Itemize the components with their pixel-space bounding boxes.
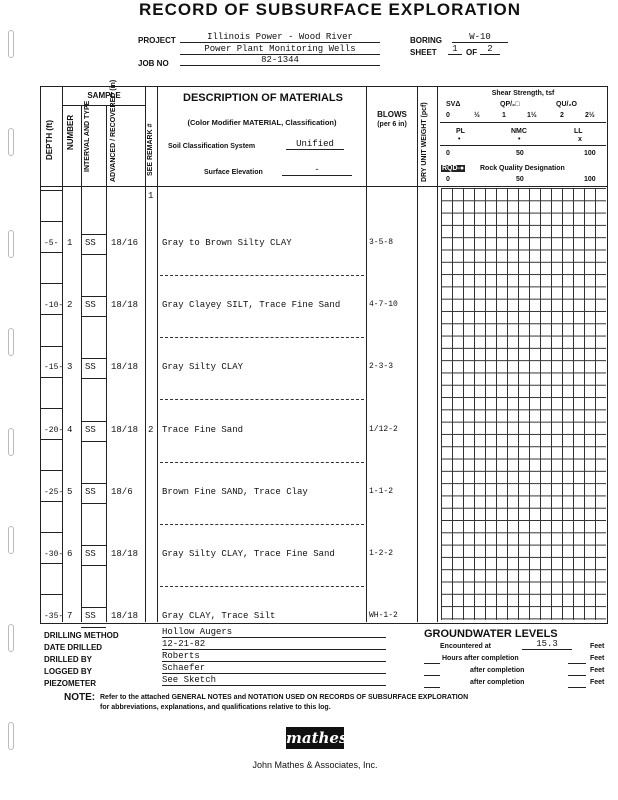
depth-header: DEPTH (ft)	[45, 120, 54, 160]
shear-scale-5: 2½	[585, 112, 595, 119]
depth-mark: -35-	[44, 612, 64, 622]
atterberg-ll: LL	[574, 128, 583, 135]
depth-mark: -30-	[44, 550, 64, 559]
stratum-divider	[160, 524, 364, 525]
gw-blank	[424, 675, 440, 676]
gw-encountered: 15.3	[522, 639, 572, 650]
sample-type: SS	[85, 486, 96, 497]
shear-legend-qp: QP/₂□	[500, 101, 520, 108]
depth-tick	[40, 283, 62, 284]
boring-no: W-10	[452, 32, 508, 43]
piezometer: See Sketch	[162, 675, 386, 686]
sample-number: 2	[67, 300, 73, 311]
description-subheader: (Color Modifier MATERIAL, Classification)	[187, 118, 337, 127]
remark-header: SEE REMARK #	[147, 123, 154, 176]
description-header: DESCRIPTION OF MATERIALS	[183, 92, 343, 104]
depth-mark: -15-	[44, 363, 64, 373]
sample-number: 1	[67, 238, 73, 248]
punch-hole	[8, 328, 14, 356]
sample-box-line	[81, 607, 106, 608]
sample-box-line	[81, 254, 106, 255]
shear-scale-1: ½	[474, 112, 480, 119]
sample-recovery: 18/18	[111, 611, 139, 622]
job-no-label: JOB NO	[138, 59, 169, 68]
shear-legend-sv: SVΔ	[446, 101, 461, 108]
depth-tick	[40, 563, 62, 564]
rqd-scale-50: 50	[516, 176, 524, 183]
driller-label: DRILLED BY	[44, 655, 92, 664]
feet-4: Feet	[590, 679, 605, 686]
depth-tick	[40, 470, 62, 471]
depth-tick	[40, 346, 62, 347]
depth-tick	[40, 408, 62, 409]
gw-hours-blank	[424, 663, 440, 664]
depth-tick	[40, 377, 62, 378]
rqd-scale-0: 0	[446, 176, 450, 183]
shear-title: Shear Strength, tsf	[491, 90, 555, 97]
sample-recovery: 18/18	[111, 424, 139, 435]
remark-top: 1	[148, 191, 154, 201]
sample-type: SS	[85, 611, 96, 622]
sample-box-line	[81, 503, 106, 504]
sample-box-line	[81, 316, 106, 317]
depth-tick	[40, 221, 62, 222]
sample-recovery: 18/6	[111, 486, 133, 497]
groundwater-title: GROUNDWATER LEVELS	[424, 628, 558, 640]
pct-scale-0: 0	[446, 150, 450, 157]
logged-label: LOGGED BY	[44, 667, 93, 676]
surface-elevation: -	[282, 165, 352, 176]
sample-number: 3	[67, 362, 73, 373]
blows-subheader: (per 6 in)	[377, 121, 407, 128]
pct-scale-50: 50	[516, 150, 524, 157]
feet-2: Feet	[590, 655, 605, 662]
punch-hole	[8, 624, 14, 652]
sample-box-line	[81, 296, 106, 297]
stratum-divider	[160, 462, 364, 463]
sample-box-line	[81, 565, 106, 566]
rqd-tag: RQD-●	[442, 165, 465, 172]
sheet-total: 2	[480, 44, 500, 55]
depth-tick	[40, 501, 62, 502]
depth-mark: -10-	[44, 301, 64, 311]
project-line-1: Illinois Power - Wood River	[180, 32, 380, 43]
sample-box-line	[81, 378, 106, 379]
gw-blank	[568, 687, 586, 688]
sample-box-line	[81, 627, 106, 628]
sample-recovery: 18/18	[111, 300, 139, 311]
piezometer-label: PIEZOMETER	[44, 679, 97, 688]
gw-blank	[424, 687, 440, 688]
sample-remark: 2	[148, 424, 154, 435]
depth-tick	[40, 190, 62, 191]
stratum-divider	[160, 586, 364, 587]
number-header: NUMBER	[66, 114, 75, 150]
sample-blows: 1/12-2	[369, 424, 398, 434]
gw-after-2: after completion	[470, 679, 525, 686]
atterberg-nmc: NMC	[511, 128, 527, 135]
sample-description: Brown Fine SAND, Trace Clay	[162, 486, 308, 497]
depth-mark: -20-	[44, 425, 64, 435]
shear-scale-2: 1	[502, 112, 506, 119]
sample-box-line	[81, 483, 106, 484]
gw-blank	[568, 663, 586, 664]
sample-blows: 1-2-2	[369, 549, 394, 558]
sample-header: SAMPLE	[87, 91, 121, 100]
soil-system-label: Soil Classification System	[168, 143, 256, 150]
gw-blank	[568, 675, 586, 676]
punch-hole	[8, 128, 14, 156]
sample-description: Gray Clayey SILT, Trace Fine Sand	[162, 300, 341, 311]
depth-mark: -5-	[44, 239, 59, 248]
sample-description: Trace Fine Sand	[162, 424, 244, 435]
sample-number: 7	[67, 611, 73, 622]
logged-by: Schaefer	[162, 663, 386, 674]
atterberg-mark-pl: •	[458, 136, 461, 143]
punch-hole	[8, 722, 14, 750]
interval-header: INTERVAL AND TYPE	[84, 100, 91, 172]
sample-blows: 3-5-8	[369, 238, 394, 247]
advanced-header: ADVANCED / RECOVERED (in)	[110, 79, 117, 182]
sample-recovery: 18/18	[111, 362, 139, 373]
shear-legend-qu: QU/₂O	[556, 101, 577, 108]
note-line-1: Refer to the attached GENERAL NOTES and NOTATION USED ON RECORDS OF SUBSURFACE EXPLORATION	[100, 694, 469, 701]
rqd-label: Rock Quality Designation	[480, 165, 565, 172]
gw-encountered-label: Encountered at	[440, 643, 491, 650]
job-no: 82-1344	[180, 55, 380, 66]
page-title: RECORD OF SUBSURFACE EXPLORATION	[138, 0, 522, 19]
project-label: PROJECT	[138, 36, 176, 45]
note-label: NOTE:	[64, 692, 96, 703]
soil-system: Unified	[286, 139, 344, 150]
sheet-label: SHEET	[410, 48, 437, 57]
shear-scale-4: 2	[560, 112, 564, 119]
gw-after-1: after completion	[470, 667, 525, 674]
rqd-scale-100: 100	[584, 176, 596, 183]
method-label: DRILLING METHOD	[44, 631, 119, 640]
sample-box-line	[81, 358, 106, 359]
sample-blows: 2-3-3	[369, 362, 394, 372]
blows-header: BLOWS	[377, 110, 407, 119]
company-logo: mathes	[286, 729, 348, 747]
date-drilled: 12-21-82	[162, 639, 386, 650]
punch-hole	[8, 428, 14, 456]
sample-description: Gray CLAY, Trace Silt	[162, 611, 276, 622]
sample-type: SS	[85, 238, 96, 248]
sample-type: SS	[85, 362, 96, 373]
stratum-divider	[160, 337, 364, 338]
sample-box-line	[81, 234, 106, 235]
depth-tick	[40, 314, 62, 315]
depth-tick	[40, 594, 62, 595]
sample-description: Gray Silty CLAY, Trace Fine Sand	[162, 549, 335, 559]
sample-description: Gray Silty CLAY	[162, 362, 244, 373]
sample-type: SS	[85, 300, 96, 311]
sample-box-line	[81, 545, 106, 546]
shear-scale-3: 1½	[527, 112, 537, 119]
feet-3: Feet	[590, 667, 605, 674]
sample-blows: 4-7-10	[369, 300, 398, 310]
stratum-divider	[160, 275, 364, 276]
gw-hours: Hours after completion	[442, 655, 519, 662]
sample-number: 4	[67, 424, 73, 435]
boring-label: BORING	[410, 36, 442, 45]
company-name: John Mathes & Associates, Inc.	[252, 760, 378, 770]
punch-hole	[8, 230, 14, 258]
stratum-divider	[160, 399, 364, 400]
surface-elevation-label: Surface Elevation	[204, 169, 263, 176]
depth-tick	[40, 532, 62, 533]
pct-scale-100: 100	[584, 150, 596, 157]
sample-box-line	[81, 441, 106, 442]
sample-description: Gray to Brown Silty CLAY	[162, 238, 292, 248]
method: Hollow Augers	[162, 627, 386, 638]
dry-unit-header: DRY UNIT WEIGHT (pcf)	[421, 102, 428, 182]
shear-scale-0: 0	[446, 112, 450, 119]
atterberg-mark-ll: x	[578, 136, 582, 143]
note-line-2: for abbreviations, explanations, and qualifications relative to this log.	[100, 704, 331, 711]
atterberg-mark-nmc: •	[518, 136, 521, 143]
of-label: OF	[466, 48, 478, 57]
driller: Roberts	[162, 651, 386, 662]
depth-tick	[40, 439, 62, 440]
sample-blows: 1-1-2	[369, 486, 394, 496]
sample-blows: WH-1-2	[369, 611, 398, 621]
depth-tick	[40, 252, 62, 253]
sample-type: SS	[85, 549, 96, 559]
sample-box-line	[81, 421, 106, 422]
atterberg-pl: PL	[456, 128, 465, 135]
sample-number: 5	[67, 486, 73, 497]
project-line-2: Power Plant Monitoring Wells	[180, 44, 380, 55]
sample-recovery: 18/16	[111, 238, 139, 248]
strength-grid	[441, 188, 606, 620]
feet-1: Feet	[590, 643, 605, 650]
date-label: DATE DRILLED	[44, 643, 103, 652]
sample-recovery: 18/18	[111, 549, 139, 559]
sheet-no: 1	[448, 44, 462, 55]
sample-number: 6	[67, 549, 73, 559]
punch-hole	[8, 526, 14, 554]
punch-hole	[8, 30, 14, 58]
depth-mark: -25-	[44, 487, 64, 497]
sample-type: SS	[85, 424, 96, 435]
